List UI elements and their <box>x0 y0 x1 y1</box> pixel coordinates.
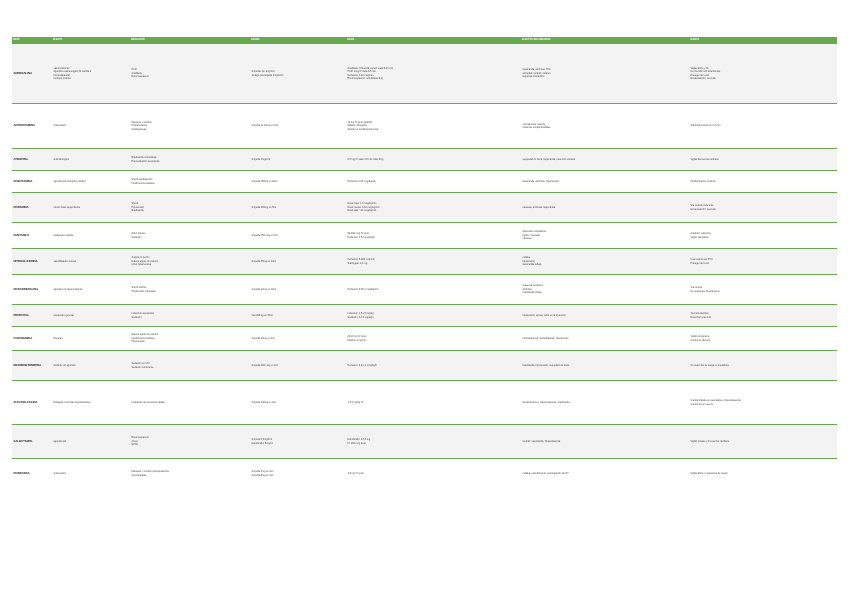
efectos-secundarios-cell <box>521 305 689 327</box>
cell-text: Ampolla 150 mcg en 3ml <box>251 233 278 237</box>
header-forma: FORMA <box>251 39 260 41</box>
drug-name-cell: ANTIDOPAMINA <box>12 104 52 149</box>
cell-text: Antiemético <box>53 124 66 128</box>
cell-text: Antiemético <box>53 472 66 476</box>
cell-text: efecto dosis-dependiente <box>53 205 81 209</box>
drug-name-cell: PROPOFOL <box>12 305 52 327</box>
cell-text: taquicardia, arritmias, HTA ansiedad, temblor, cefalea isquemia miocárdica <box>522 68 551 79</box>
cell-text: Ampolla 10mg en 10ml <box>251 287 276 291</box>
cell-text: Shock séptico Hipotensión refractaria <box>131 286 156 293</box>
efecto-cell <box>52 223 130 249</box>
cell-text: anestésico general <box>53 313 74 317</box>
forma-cell <box>250 459 346 489</box>
dosis-cell <box>346 275 521 305</box>
cell-text: 10 mg IV lento cada 8h Máximo 30mg/día Ajustar en insuficiencia renal <box>347 120 378 131</box>
cell-text: Angina de pecho Edema agudo de pulmón Crisis hipertensiva <box>131 256 159 267</box>
table-row <box>12 351 837 381</box>
indicacion-cell <box>130 149 250 171</box>
dosis-cell <box>346 171 521 193</box>
cell-text: Vial 200mg en 20ml <box>251 313 273 317</box>
efectos-secundarios-cell <box>521 249 689 275</box>
header-indicacion: INDICACIÓN <box>131 39 145 41</box>
cell-text: Administrar lento en 2-3 min <box>690 124 721 128</box>
indicacion-cell <box>130 275 250 305</box>
drug-name-cell: NITROGLICERINA <box>12 249 52 275</box>
drug-name-cell: DOBUTAMINA <box>12 171 52 193</box>
header-dosis: DOSIS <box>347 39 355 41</box>
efectos-secundarios-cell <box>521 425 689 459</box>
cell-text: Anticolinérgico <box>53 157 70 161</box>
drug-name-cell: ADRENALINA <box>12 44 52 104</box>
cell-text: Diurético <box>53 336 63 340</box>
cell-text: 1-1,5 mg/kg IV <box>347 400 364 404</box>
cell-text: hipotensión, apnea, dolor en la inyección <box>522 313 566 317</box>
cell-text: Vigilar ECG en pacientes de riesgo <box>690 472 728 476</box>
cell-text: depresión respiratoria rigidez muscular náuseas <box>522 230 546 241</box>
table-row <box>12 44 837 104</box>
table-row <box>12 223 837 249</box>
drug-name-cell: DEXMEDETOMIDINA <box>12 351 52 381</box>
forma-cell <box>250 104 346 149</box>
cell-text: bradicardia, hipotensión, sequedad de boca <box>522 363 569 367</box>
indicacion-cell <box>130 223 250 249</box>
dosis-cell <box>346 425 521 459</box>
table-row <box>12 381 837 425</box>
table-row <box>12 104 837 149</box>
table-row <box>12 459 837 489</box>
forma-cell <box>250 327 346 351</box>
alerta-cell <box>689 425 837 459</box>
efectos-secundarios-cell <box>521 149 689 171</box>
efecto-cell <box>52 381 130 425</box>
table-row <box>12 275 837 305</box>
indicacion-cell <box>130 104 250 149</box>
cell-text: Perfusión: 5-200 mcg/min Sublingual: 0,4 mg <box>347 258 375 265</box>
cell-text: cefalea hipotensión taquicardia refleja <box>522 256 542 267</box>
cell-text: Dosis baja: 1-3 mcg/kg/min Dosis media: 3-10 mcg/kg/min Dosis alta: >10 mcg/kg/min <box>347 202 380 213</box>
alerta-cell <box>689 149 837 171</box>
cell-text: temblor, taquicardia, hipopotasemia <box>522 439 561 443</box>
cell-text: Inducción: 1,5-2,5 mg/kg Sedación: 0,3-4 mg/kg/h <box>347 312 374 319</box>
cell-text: Anafilaxia: 0,5mg IM, repetir cada 5-15 min PCR: 1mg IV cada 3-5 min Perfusión: 1-10 mcg/min Broncoespasmo: nebulizada 3mg <box>347 66 394 80</box>
cell-text: isquemia periférica arritmias bradicardia refleja <box>522 284 543 295</box>
forma-cell <box>250 193 346 223</box>
cell-text: Ampolla 250mg en 20ml <box>251 179 278 183</box>
table-row <box>12 327 837 351</box>
cell-text: Ampolla 200 mcg en 2ml <box>251 363 278 367</box>
cell-text: Nebulizado: 2,5-5 mg IV: 250 mcg lento <box>347 438 371 445</box>
alerta-cell <box>689 459 837 489</box>
cell-text: Perfusión 2-20 mcg/kg/min <box>347 179 376 183</box>
efectos-secundarios-cell <box>521 104 689 149</box>
cell-text: sequedad de boca, taquicardia, retención urinaria <box>522 157 575 161</box>
drug-name-cell: RONDANSA <box>12 459 52 489</box>
dosis-cell <box>346 104 521 149</box>
cell-text: agonista β1 inotrópico positivo <box>53 179 86 183</box>
drug-name-cell: SUCCINILCOLINA <box>12 381 52 425</box>
efectos-secundarios-cell <box>521 193 689 223</box>
table-row <box>12 171 837 193</box>
forma-cell <box>250 425 346 459</box>
table-row <box>12 249 837 275</box>
efectos-secundarios-cell <box>521 381 689 425</box>
efectos-secundarios-cell <box>521 459 689 489</box>
cell-text: Ampolla 4mg en 2ml Ampolla 8mg en 4ml <box>251 470 274 477</box>
cell-text: Ampollas de 1mg/1ml Jeringa precargada 1mg/10ml <box>251 70 284 77</box>
cell-text: Náuseas y vómitos Postoperatorio Gastroparesia <box>131 120 152 131</box>
efecto-cell <box>52 104 130 149</box>
efecto-cell <box>52 44 130 104</box>
cell-text: Antídoto: naloxona Vigilar saturación <box>690 232 711 239</box>
cell-text: Náuseas y vómitos postoperatorios Quimioterapia <box>131 470 169 477</box>
cell-text: vasoconstrictor agonista α-adrenérgico β1 cardíaco broncodilatador inotropo positivo <box>53 66 92 80</box>
forma-cell <box>250 351 346 381</box>
cell-text: Ampolla 1mg/1ml <box>251 157 270 161</box>
dosis-cell <box>346 149 521 171</box>
efectos-secundarios-cell <box>521 171 689 193</box>
header-drop: DROP <box>13 39 20 41</box>
cell-text: analgésico opioide <box>53 233 74 237</box>
alerta-cell <box>689 104 837 149</box>
alerta-cell <box>689 381 837 425</box>
forma-cell <box>250 305 346 327</box>
alerta-cell <box>689 275 837 305</box>
cell-text: PCR Anafilaxia Broncoespasmo <box>131 68 149 79</box>
cell-text: Dolor intenso Sedación <box>131 232 146 239</box>
cell-text: Ampolla 20mg en 2ml <box>251 336 275 340</box>
cell-text: Bradicardia sintomática Premedicación anestésica <box>131 156 160 163</box>
indicacion-cell <box>130 44 250 104</box>
dosis-cell <box>346 44 521 104</box>
cell-text: Contraindicado en quemados e hiperpotasemia Conservar en nevera <box>690 399 741 406</box>
cell-text: Usar equipo sin PVC Proteger de la luz <box>690 258 713 265</box>
cell-text: Ampolla de 10mg en 2ml <box>251 124 278 128</box>
indicacion-cell <box>130 305 250 327</box>
dosis-cell <box>346 327 521 351</box>
cell-text: Edema agudo de pulmón Insuficiencia cardíaca Hipertensión <box>131 333 159 344</box>
indicacion-cell <box>130 381 250 425</box>
forma-cell <box>250 171 346 193</box>
efectos-secundarios-cell <box>521 44 689 104</box>
efecto-cell <box>52 171 130 193</box>
cell-text: hipopotasemia, deshidratación, hipotensión <box>522 336 569 340</box>
drug-name-cell: FENTANILO <box>12 223 52 249</box>
dosis-cell <box>346 193 521 223</box>
efecto-cell <box>52 149 130 171</box>
alerta-cell <box>689 223 837 249</box>
cell-text: Ampolla 50mg en 10ml <box>251 259 276 263</box>
cell-text: Relajante muscular despolarizante <box>53 400 91 404</box>
indicacion-cell <box>130 351 250 381</box>
efectos-secundarios-cell <box>521 351 689 381</box>
cell-text: Shock cardiogénico Insuficiencia cardíaca <box>131 178 155 185</box>
alerta-cell <box>689 351 837 381</box>
alerta-cell <box>689 171 837 193</box>
indicacion-cell <box>130 459 250 489</box>
efectos-secundarios-cell <box>521 327 689 351</box>
drug-name-cell: FUROSEMIDA <box>12 327 52 351</box>
forma-cell <box>250 275 346 305</box>
indicacion-cell <box>130 327 250 351</box>
alerta-cell <box>689 44 837 104</box>
cell-text: Vigilar potasio y frecuencia cardíaca <box>690 439 729 443</box>
header-efecto: EFECTO <box>53 39 63 41</box>
cell-text: Vigilar ionograma Control de diuresis <box>690 335 711 342</box>
cell-text: Ampolla 0,5mg/1ml Nebulizador 5mg/ml <box>251 438 273 445</box>
header-alerta: ALERTA <box>690 39 700 41</box>
cell-text: 4-8 mg IV lento <box>347 472 364 476</box>
dosis-cell <box>346 351 521 381</box>
header-efectos-secundarios: EFECTOS SECUNDARIOS <box>522 39 551 41</box>
cell-text: 50-100 mcg IV lento Perfusión: 0,5-3 mcg/kg/h <box>347 232 375 239</box>
cell-text: 0,5 mg IV cada 3-5 min. Máx 3mg <box>347 157 384 161</box>
drug-name-cell: DOPAMINA <box>12 193 52 223</box>
efecto-cell <box>52 459 130 489</box>
table-row <box>12 193 837 223</box>
drug-name-cell: ATROPINA <box>12 149 52 171</box>
efecto-cell <box>52 327 130 351</box>
dosis-cell <box>346 459 521 489</box>
cell-text: 20-40 mg IV lento Máximo 4 mg/min <box>347 335 367 342</box>
indicacion-cell <box>130 171 250 193</box>
efectos-secundarios-cell <box>521 223 689 249</box>
drug-name-cell: SALBUTAMOL <box>12 425 52 459</box>
cell-text: Broncoespasmo Asma EPOC <box>131 436 149 447</box>
table-row <box>12 149 837 171</box>
cell-text: vasodilatador venoso <box>53 259 77 263</box>
efecto-cell <box>52 351 130 381</box>
dosis-cell <box>346 249 521 275</box>
dosis-cell <box>346 381 521 425</box>
efecto-cell <box>52 275 130 305</box>
forma-cell <box>250 223 346 249</box>
efecto-cell <box>52 193 130 223</box>
table-row <box>12 305 837 327</box>
dosis-cell <box>346 305 521 327</box>
forma-cell <box>250 381 346 425</box>
forma-cell <box>250 249 346 275</box>
drug-reference-sheet <box>12 37 837 489</box>
drug-table <box>12 37 837 489</box>
dosis-cell <box>346 223 521 249</box>
indicacion-cell <box>130 425 250 459</box>
indicacion-cell <box>130 193 250 223</box>
alerta-cell <box>689 327 837 351</box>
forma-cell <box>250 44 346 104</box>
cell-text: somnolencia, astenia síntomas extrapiramidales <box>522 122 551 129</box>
cell-text: No usar bolo de carga en inestables <box>690 363 729 367</box>
forma-cell <box>250 149 346 171</box>
cell-text: cefalea, estreñimiento, prolongación del QT <box>522 472 569 476</box>
cell-text: Intubación de secuencia rápida <box>131 400 165 404</box>
cell-text: fasciculaciones, hiperpotasemia, bradicardia <box>522 400 570 404</box>
cell-text: Perfusión: 0,05-1 mcg/kg/min <box>347 287 379 291</box>
cell-text: agonista α1 vasoconstrictor <box>53 287 83 291</box>
cell-text: Vigilar ECG y TA No mezclar con bicarbonato Proteger de la luz Extravasación: necrosis <box>690 66 721 80</box>
cell-text: Vía central preferente Extravasación: necrosis <box>690 204 716 211</box>
efecto-cell <box>52 249 130 275</box>
alerta-cell <box>689 193 837 223</box>
efecto-cell <box>52 305 130 327</box>
cell-text: Vía central No suspender bruscamente <box>690 286 720 293</box>
alerta-cell <box>689 249 837 275</box>
table-row <box>12 425 837 459</box>
cell-text: agonista β2 <box>53 439 66 443</box>
drug-name-cell: NORADRENALINA <box>12 275 52 305</box>
cell-text: taquicardia, arritmias, hipertensión <box>522 179 560 183</box>
cell-text: Sedación en UCI Sedación consciente <box>131 362 154 369</box>
cell-text: náuseas, arritmias, taquicardia <box>522 205 556 209</box>
cell-text: Sedante α2 agonista <box>53 363 76 367</box>
cell-text: Técnica aséptica Desechar a las 12h <box>690 312 712 319</box>
cell-text: Perfusión: 0,2-1,4 mcg/kg/h <box>347 363 377 367</box>
cell-text: Shock Hipotensión Bradicardia <box>131 202 145 213</box>
efectos-secundarios-cell <box>521 275 689 305</box>
indicacion-cell <box>130 249 250 275</box>
cell-text: Ampolla 200mg en 5ml <box>251 205 276 209</box>
alerta-cell <box>689 305 837 327</box>
efecto-cell <box>52 425 130 459</box>
cell-text: Monitorización continua <box>690 179 716 183</box>
cell-text: Vigilar frecuencia cardíaca <box>690 157 719 161</box>
cell-text: Ampolla 100mg en 2ml <box>251 400 276 404</box>
cell-text: Inducción anestésica Sedación <box>131 312 154 319</box>
